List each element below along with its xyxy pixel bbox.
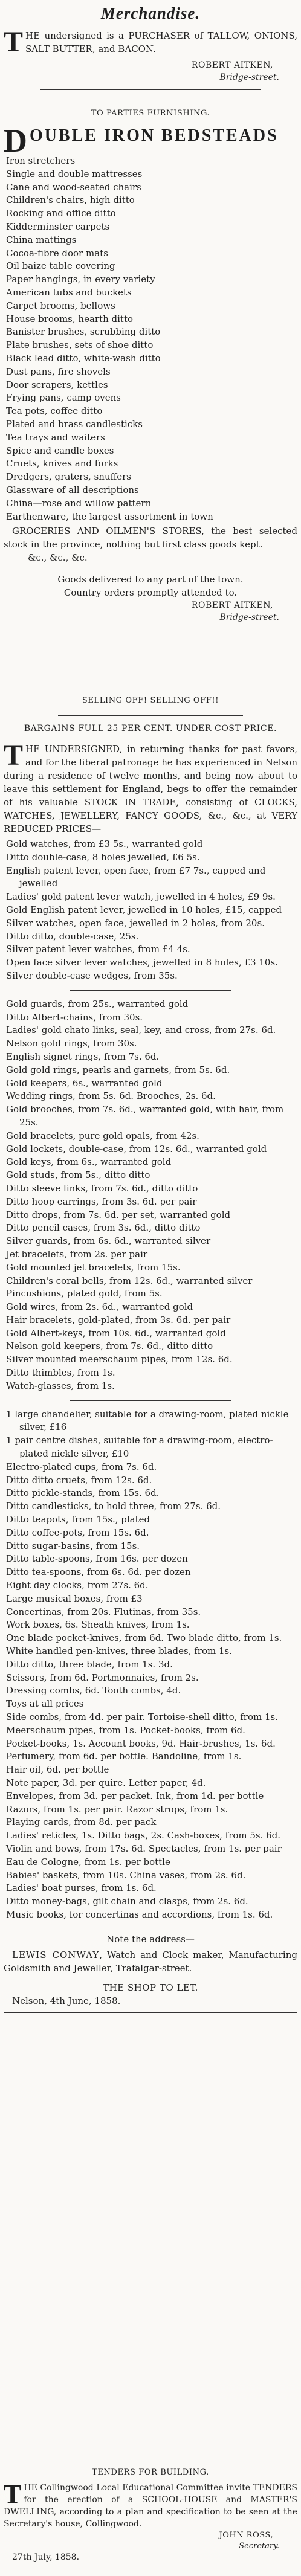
list-item: Ditto hoop earrings, from 3s. 6d. per pair bbox=[6, 1196, 197, 1207]
list-item: 1 large chandelier, suitable for a drawing-room, plated nickle silver, £16 bbox=[6, 1408, 289, 1433]
list-item: Side combs, from 4d. per pair. Tortoise-shell ditto, from 1s. bbox=[6, 1711, 278, 1722]
list-item: Ditto ditto, three blade, from 1s. 3d. bbox=[6, 1658, 173, 1670]
list-item: Ladies' boat purses, from 1s. 6d. bbox=[6, 1882, 157, 1894]
divider bbox=[70, 1400, 231, 1401]
list-item: Earthenware, the largest assortment in town bbox=[6, 510, 213, 522]
list-item: Ditto ditto cruets, from 12s. 6d. bbox=[6, 1474, 152, 1486]
list-item: Electro-plated cups, from 7s. 6d. bbox=[6, 1461, 157, 1472]
tenders-text bbox=[4, 2479, 297, 2530]
list-item: Ladies' gold chato links, seal, key, and cross, from 27s. 6d. bbox=[6, 1025, 276, 1036]
to-let: THE SHOP TO LET. bbox=[103, 1982, 198, 1993]
drop-cap: T bbox=[4, 26, 24, 58]
list-item: Work boxes, 6s. Sheath knives, from 1s. bbox=[6, 1619, 190, 1631]
list-item: Playing cards, from 8d. per pack bbox=[6, 1817, 157, 1828]
list-item: Dressing combs, 6d. Tooth combs, 4d. bbox=[6, 1685, 181, 1696]
list-item: Tea pots, coffee ditto bbox=[6, 405, 103, 417]
list-item: Ladies' gold patent lever watch, jewelled in 4 holes, £9 9s. bbox=[6, 891, 276, 903]
ad-purchaser-body: HE undersigned is a PURCHASER of TALLOW, ONIONS, SALT BUTTER, and BACON. bbox=[25, 30, 297, 54]
list-item: Spice and candle boxes bbox=[6, 445, 114, 456]
list-item: Meerschaum pipes, from 1s. Pocket-books, from 6d. bbox=[6, 1724, 245, 1736]
list-item: Violin and bows, from 17s. 6d. Spectacles, from 1s. per pair bbox=[6, 1843, 282, 1854]
list-item: Pocket-books, 1s. Account books, 9d. Hair-brushes, 1s. 6d. bbox=[6, 1737, 276, 1749]
address-text bbox=[4, 1948, 297, 1975]
ad-date: Nelson, 4th June, 1858. bbox=[12, 1995, 121, 2006]
ad-purchaser-text bbox=[4, 26, 297, 58]
list-item: Gold lockets, double-case, from 12s. 6d., warranted gold bbox=[6, 1143, 267, 1154]
list-item: Carpet brooms, bellows bbox=[6, 300, 115, 311]
list-item: Silver double-case wedges, from 35s. bbox=[6, 970, 178, 981]
bargains-heading: BARGAINS FULL 25 PER CENT. UNDER COST PRICE. bbox=[24, 724, 277, 733]
list-item: Dust pans, fire shovels bbox=[6, 365, 111, 377]
list-item: Nelson gold keepers, from 7s. 6d., ditto ditto bbox=[6, 1341, 213, 1352]
signature-role: Secretary. bbox=[239, 2542, 279, 2551]
list-item: Silver patent lever watches, from £4 4s. bbox=[6, 944, 190, 955]
list-item: Ditto drops, from 7s. 6d. per set, warranted gold bbox=[6, 1209, 231, 1220]
signature-name: JOHN ROSS, bbox=[219, 2531, 273, 2540]
country-note: Country orders promptly attended to. bbox=[63, 587, 238, 599]
ad-heading: TENDERS FOR BUILDING. bbox=[92, 2468, 209, 2477]
selling-off-heading: SELLING OFF! SELLING OFF!! bbox=[82, 696, 219, 705]
list-item: Cruets, knives and forks bbox=[6, 458, 118, 469]
list-item: Babies' baskets, from 10s. China vases, from 2s. 6d. bbox=[6, 1869, 246, 1881]
ad-title-line bbox=[4, 123, 297, 159]
list-item: Ditto pickle-stands, from 15s. 6d. bbox=[6, 1487, 160, 1499]
list-item: Ladies' reticles, 1s. Ditto bags, 2s. Cash-boxes, from 5s. 6d. bbox=[6, 1830, 281, 1841]
ad-selling-off bbox=[4, 692, 297, 2019]
list-item: Music books, for concertinas and accordions, from 1s. 6d. bbox=[6, 1908, 273, 1920]
signature-name: ROBERT AITKEN, bbox=[191, 60, 273, 70]
list-item: Perfumery, from 6d. per bottle. Bandoline, from 1s. bbox=[6, 1751, 242, 1762]
list-item: Gold studs, from 5s., ditto ditto bbox=[6, 1170, 150, 1181]
list-item: Gold bracelets, pure gold opals, from 42s. bbox=[6, 1130, 199, 1141]
note-address: Note the address— bbox=[106, 1933, 195, 1945]
signature-address: Bridge-street. bbox=[219, 72, 279, 82]
tenders-body: HE Collingwood Local Educational Committee invite TENDERS for the erection of a SCHOOL-HOUSE and MASTER'S DWELLING, according to a plan and specification to be seen at the Secretary's house, Collingwood. bbox=[4, 2483, 297, 2529]
divider bbox=[70, 990, 231, 991]
list-item: Dredgers, graters, snuffers bbox=[6, 471, 132, 483]
list-item: Ditto teapots, from 15s., plated bbox=[6, 1514, 150, 1525]
list-item: Ditto thimbles, from 1s. bbox=[6, 1367, 115, 1379]
divider bbox=[58, 715, 243, 716]
divider bbox=[40, 89, 261, 90]
list-item: Glassware of all descriptions bbox=[6, 484, 139, 495]
signature-address: Bridge-street. bbox=[219, 613, 279, 623]
intro-text bbox=[4, 739, 297, 836]
list-item: Hair bracelets, gold-plated, from 3s. 6d. per pair bbox=[6, 1314, 231, 1325]
groceries-text: GROCERIES AND OILMEN'S STORES, the best selected stock in the province, nothing but first class goods kept. bbox=[4, 526, 297, 550]
list-item: Concertinas, from 20s. Flutinas, from 35s. bbox=[6, 1606, 201, 1617]
list-item: Ditto ditto, double-case, 25s. bbox=[6, 930, 139, 942]
etc-line: &c., &c., &c. bbox=[28, 552, 88, 564]
list-item: 1 pair centre dishes, suitable for a drawing-room, electro-plated nickle silver, £10 bbox=[6, 1435, 273, 1460]
list-item: Envelopes, from 3d. per packet. Ink, from 1d. per bottle bbox=[6, 1790, 264, 1802]
list-item: Oil baize table covering bbox=[6, 260, 115, 272]
list-item: Black lead ditto, white-wash ditto bbox=[6, 352, 161, 364]
list-item: Gold English patent lever, jewelled in 10 holes, £15, capped bbox=[6, 904, 282, 915]
list-item: One blade pocket-knives, from 6d. Two blade ditto, from 1s. bbox=[6, 1632, 282, 1644]
list-item: Silver guards, from 6s. 6d., warranted silver bbox=[6, 1235, 211, 1247]
list-item: Banister brushes, scrubbing ditto bbox=[6, 326, 161, 338]
ad-purchaser bbox=[4, 26, 297, 94]
list-item: Note paper, 3d. per quire. Letter paper, 4d. bbox=[6, 1777, 206, 1788]
list-item: English signet rings, from 7s. 6d. bbox=[6, 1051, 160, 1062]
list-item: Open face silver lever watches, jewelled in 8 holes, £3 10s. bbox=[6, 957, 278, 968]
drop-cap: T bbox=[4, 2479, 22, 2509]
list-item: Gold mounted jet bracelets, from 15s. bbox=[6, 1261, 181, 1273]
list-item: Jet bracelets, from 2s. per pair bbox=[6, 1248, 148, 1260]
intro-body: HE UNDERSIGNED, in returning thanks for past favors, and for the liberal patronage he has experienced in Nelson during a residence of twelve months, and being now about to leave this settlement for England, begs to offer the remainder of his valuable STOCK IN TRADE, consisting of CLOCKS, WATCHES, JEWELLERY, FANCY GOODS, &c., &c., at VERY REDUCED PRICES— bbox=[4, 744, 297, 834]
drop-cap: D bbox=[4, 123, 27, 159]
list-item: Ditto tea-spoons, from 6s. 6d. per dozen bbox=[6, 1567, 191, 1578]
list-item: Kidderminster carpets bbox=[6, 221, 110, 232]
list-item: Children's coral bells, from 12s. 6d., warranted silver bbox=[6, 1275, 253, 1286]
list-item: Children's chairs, high ditto bbox=[6, 195, 135, 206]
list-item: Gold watches, from £3 5s., warranted gold bbox=[6, 839, 203, 849]
ad-title: OUBLE IRON BEDSTEADS bbox=[30, 126, 279, 145]
list-item: Gold brooches, from 7s. 6d., warranted gold, with hair, from 25s. bbox=[6, 1104, 284, 1128]
fancy-goods-list bbox=[4, 1408, 297, 1922]
list-item: Ditto coffee-pots, from 15s. 6d. bbox=[6, 1527, 149, 1538]
ad-date: 27th July, 1858. bbox=[12, 2552, 80, 2562]
list-item: Single and double mattresses bbox=[6, 168, 143, 179]
ad-furnishing bbox=[4, 106, 297, 634]
list-item: Ditto Albert-chains, from 30s. bbox=[6, 1011, 143, 1023]
list-item: Silver mounted meerschaum pipes, from 12s. 6d. bbox=[6, 1354, 233, 1365]
section-masthead: Merchandise. bbox=[100, 4, 201, 22]
list-item: Cane and wood-seated chairs bbox=[6, 181, 141, 193]
list-item: Ditto sugar-basins, from 15s. bbox=[6, 1540, 140, 1551]
list-item: Gold wires, from 2s. 6d., warranted gold bbox=[6, 1301, 193, 1313]
list-item: Gold keys, from 6s., warranted gold bbox=[6, 1156, 172, 1168]
list-item: Plate brushes, sets of shoe ditto bbox=[6, 340, 154, 351]
list-item: Nelson gold rings, from 30s. bbox=[6, 1038, 137, 1049]
list-item: Gold keepers, 6s., warranted gold bbox=[6, 1077, 163, 1089]
list-item: Ditto money-bags, gilt chain and clasps, from 2s. 6d. bbox=[6, 1896, 248, 1907]
list-item: China—rose and willow pattern bbox=[6, 497, 152, 509]
jewellery-list bbox=[4, 998, 297, 1393]
list-item: Frying pans, camp ovens bbox=[6, 392, 121, 404]
list-item: House brooms, hearth ditto bbox=[6, 313, 133, 324]
list-item: Ditto table-spoons, from 16s. per dozen bbox=[6, 1553, 188, 1565]
product-list bbox=[4, 155, 297, 523]
list-item: White handled pen-knives, three blades, from 1s. bbox=[6, 1646, 232, 1657]
list-item: Rocking and office ditto bbox=[6, 208, 116, 219]
list-item: Gold guards, from 25s., warranted gold bbox=[6, 998, 189, 1009]
address-name: LEWIS CONWAY bbox=[12, 1949, 100, 1960]
list-item: Hair oil, 6d. per bottle bbox=[6, 1764, 109, 1776]
list-item: Gold gold rings, pearls and garnets, from 5s. 6d. bbox=[6, 1064, 230, 1075]
list-item: Iron stretchers bbox=[6, 155, 76, 166]
list-item: Plated and brass candlesticks bbox=[6, 418, 143, 430]
ad-tenders bbox=[4, 2466, 297, 2563]
list-item: Ditto candlesticks, to hold three, from 27s. 6d. bbox=[6, 1501, 221, 1512]
list-item: Razors, from 1s. per pair. Razor strops, from 1s. bbox=[6, 1803, 228, 1815]
address-rest: , Watch and Clock maker, Manufacturing Goldsmith and Jeweller, Trafalgar-street. bbox=[4, 1949, 297, 1974]
ad-heading: TO PARTIES FURNISHING. bbox=[91, 109, 210, 118]
delivery-note: Goods delivered to any part of the town. bbox=[57, 574, 244, 585]
list-item: Gold Albert-keys, from 10s. 6d., warranted gold bbox=[6, 1327, 226, 1339]
list-item: Tea trays and waiters bbox=[6, 431, 105, 443]
list-item: China mattings bbox=[6, 234, 77, 245]
signature-name: ROBERT AITKEN, bbox=[191, 601, 273, 611]
list-item: Pincushions, plated gold, from 5s. bbox=[6, 1288, 163, 1299]
list-item: Cocoa-fibre door mats bbox=[6, 247, 108, 259]
list-item: Door scrapers, kettles bbox=[6, 379, 108, 390]
list-item: Watch-glasses, from 1s. bbox=[6, 1380, 115, 1391]
list-item: Ditto double-case, 8 holes jewelled, £6 5s. bbox=[6, 851, 200, 863]
list-item: Eight day clocks, from 27s. 6d. bbox=[6, 1580, 149, 1591]
divider bbox=[4, 2012, 297, 2014]
watch-list bbox=[4, 838, 297, 983]
list-item: Eau de Cologne, from 1s. per bottle bbox=[6, 1856, 170, 1867]
list-item: Toys at all prices bbox=[6, 1698, 84, 1710]
list-item: Silver watches, open face, jewelled in 2 holes, from 20s. bbox=[6, 917, 265, 929]
list-item: English patent lever, open face, from £7 7s., capped and jewelled bbox=[6, 865, 266, 889]
list-item: Large musical boxes, from £3 bbox=[6, 1592, 143, 1604]
list-item: Wedding rings, from 5s. 6d. Brooches, 2s. 6d. bbox=[6, 1090, 216, 1102]
list-item: Ditto pencil cases, from 3s. 6d., ditto ditto bbox=[6, 1222, 201, 1234]
list-item: Paper hangings, in every variety bbox=[6, 274, 155, 285]
list-item: Ditto sleeve links, from 7s. 6d., ditto ditto bbox=[6, 1182, 198, 1194]
drop-cap: T bbox=[4, 739, 24, 771]
list-item: Scissors, from 6d. Portmonnaies, from 2s. bbox=[6, 1672, 199, 1683]
list-item: American tubs and buckets bbox=[6, 286, 132, 298]
